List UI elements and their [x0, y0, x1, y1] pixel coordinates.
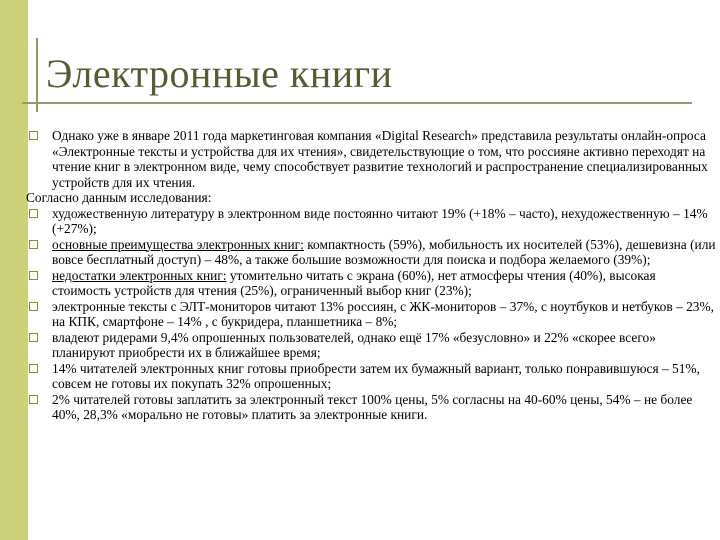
intro-paragraph — [26, 128, 716, 190]
list-item-text: утомительно читать с экрана (60%), нет атмосферы чтения (40%), высокая стоимость устройств для чтения (25%), ограниченный выбор книг (23%); — [52, 267, 656, 298]
findings-list — [26, 206, 716, 423]
list-item-lead: недостатки электронных книг: — [52, 267, 227, 283]
list-item-text: 2% читателей готовы заплатить за электронный текст 100% цены, 5% согласны на 40-60% цены, 54% – не более 40%, 28,3% «морально не готовы» платить за электронные книги. — [52, 391, 693, 422]
square-bullet-icon — [29, 240, 38, 249]
list-item-text: художественную литературу в электронном виде постоянно читают 19% (+18% – часто), нехудожественную – 14% (+27%); — [52, 205, 708, 236]
list-item — [26, 361, 716, 392]
list-item — [26, 268, 716, 299]
list-item-text: компактность (59%), мобильность их носителей (53%), дешевизна (или вовсе бесплатный доступ) – 48%, а также большие возможности для поиска и подбора желаемого (39%); — [52, 236, 716, 267]
intro-text: Однако уже в январе 2011 года маркетинговая компания «Digital Research» представила результаты онлайн-опроса «Электронные тексты и устройства для их чтения», свидетельствующие о том, что россияне активно переходят на чтение книг в электронном виде, чему способствует развитие технологий и распространение специализированных устройств для их чтения. — [52, 128, 708, 190]
square-bullet-icon — [29, 209, 38, 218]
list-item-lead: основные преимущества электронных книг: — [52, 236, 304, 252]
list-item-text: владеют ридерами 9,4% опрошенных пользователей, однако ещё 17% «безусловно» и 22% «скорее всего» планируют приобрести их в ближайшее время; — [52, 329, 656, 360]
list-item — [26, 299, 716, 330]
slide-title: Электронные книги — [46, 51, 393, 96]
square-bullet-icon — [29, 364, 38, 373]
square-bullet-icon — [29, 333, 38, 342]
slide-body — [26, 128, 716, 423]
title-horizontal-rule — [22, 102, 692, 104]
list-item — [26, 237, 716, 268]
list-item — [26, 392, 716, 423]
left-accent-bar — [0, 0, 28, 540]
list-item — [26, 330, 716, 361]
square-bullet-icon — [29, 271, 38, 280]
title-vertical-rule — [36, 38, 38, 112]
study-heading: Согласно данным исследования: — [26, 190, 212, 205]
list-item-text: 14% читателей электронных книг готовы приобрести затем их бумажный вариант, только понравившуюся – 51%, совсем не готовы их покупать 32% опрошенных; — [52, 360, 700, 391]
square-bullet-icon — [29, 395, 38, 404]
square-bullet-icon — [29, 131, 38, 140]
square-bullet-icon — [29, 302, 38, 311]
list-item — [26, 206, 716, 237]
list-item-text: электронные тексты с ЭЛТ-мониторов читают 13% россиян, с ЖК-мониторов – 37%, с ноутбуков и нетбуков – 23%, на КПК, смартфоне – 14% , с букридера, планшетника – 8%; — [52, 298, 714, 329]
